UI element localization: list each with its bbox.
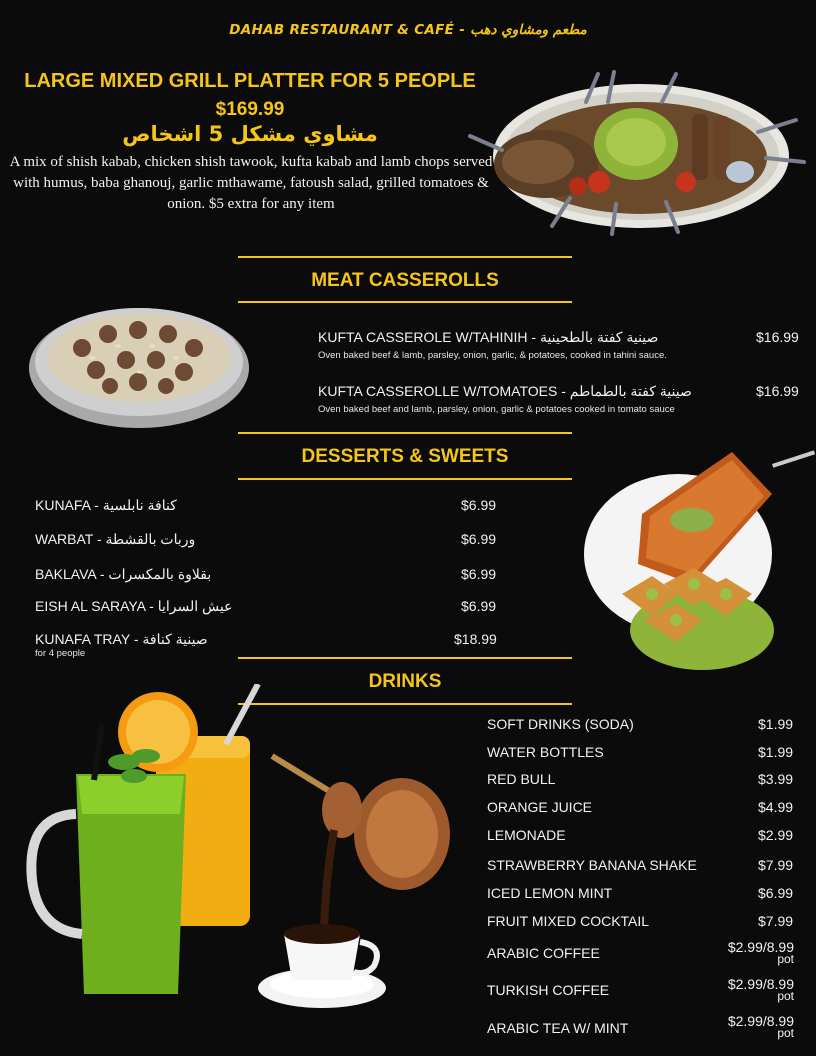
meat-section-title: MEAT CASSEROLLS	[311, 270, 499, 291]
dessert-item-name: WARBAT - وربات بالقشطة	[35, 531, 196, 547]
desserts-section-top-rule	[238, 432, 572, 434]
drink-item-price: $6.99	[758, 885, 794, 901]
meat-item-price: $16.99	[756, 383, 799, 399]
mixed-grill-platter-image	[466, 66, 816, 238]
dessert-item-name: KUNAFA - كنافة نابلسية	[35, 497, 177, 513]
drink-item-name: ARABIC TEA W/ MINT	[487, 1020, 629, 1036]
dessert-item-name: KUNAFA TRAY - صينية كنافة	[35, 631, 208, 647]
dessert-item-price: $6.99	[461, 598, 497, 614]
drink-item-price: $2.99	[758, 827, 794, 843]
kufta-casserole-image	[26, 298, 252, 432]
drink-item-price: $7.99	[758, 857, 794, 873]
dessert-item-price: $6.99	[461, 531, 497, 547]
platter-description: A mix of shish kabab, chicken shish tawook, kufta kabab and lamb chops served with humus, baba ghanouj, garlic mthawame, fatoush salad, grilled tomatoes & onion. $5 extra for any item	[9, 154, 493, 212]
drink-item-price: $3.99	[758, 771, 794, 787]
drink-item-name: LEMONADE	[487, 827, 566, 843]
drink-item-name: ICED LEMON MINT	[487, 885, 613, 901]
meat-section-top-rule	[238, 256, 572, 258]
platter-arabic-name: مشاوي مشكل 5 اشخاص	[122, 122, 378, 146]
pot-price-unit: pot	[777, 952, 794, 966]
meat-item-name: KUFTA CASSEROLE W/TAHINIH - صينية كفتة بالطحينية	[318, 329, 659, 345]
dessert-item-name: BAKLAVA - بقلاوة بالمكسرات	[35, 566, 212, 582]
pot-price-unit: pot	[777, 989, 794, 1003]
dessert-item-price: $18.99	[454, 631, 497, 647]
drink-item-price: $4.99	[758, 799, 794, 815]
platter-name: LARGE MIXED GRILL PLATTER FOR 5 PEOPLE	[24, 70, 476, 92]
dessert-item-name: EISH AL SARAYA - عيش السرايا	[35, 598, 233, 614]
dessert-item-note: for 4 people	[35, 648, 86, 659]
drink-item-price: $1.99	[758, 744, 794, 760]
meat-item-name: KUFTA CASSEROLLE W/TOMATOES - صينية كفتة بالطماطم	[318, 383, 692, 399]
drink-item-name: TURKISH COFFEE	[487, 982, 610, 998]
pot-price-value: $2.99/8.99	[727, 939, 794, 955]
drinks-section-title: DRINKS	[368, 671, 442, 692]
dessert-item-price: $6.99	[461, 497, 497, 513]
platter-price: $169.99	[215, 99, 285, 120]
drink-item-price: $1.99	[758, 716, 794, 732]
drink-item-name: RED BULL	[487, 771, 556, 787]
desserts-section-title: DESSERTS & SWEETS	[301, 446, 509, 467]
drink-item-price	[724, 978, 794, 1001]
desserts-section-bottom-rule	[238, 478, 572, 480]
kunafa-baklava-image	[582, 444, 816, 680]
drinks-image	[26, 684, 456, 1028]
meat-item-description: Oven baked beef & lamb, parsley, onion, garlic, & potatoes, cooked in tahini sauce.	[318, 350, 667, 361]
drink-item-price	[724, 1015, 794, 1038]
meat-item-description: Oven baked beef and lamb, parsley, onion, garlic & potatoes cooked in tomato sauce	[318, 404, 675, 415]
drink-item-name: STRAWBERRY BANANA SHAKE	[487, 857, 697, 873]
drinks-section-top-rule	[238, 657, 572, 659]
pot-price-value: $2.99/8.99	[727, 976, 794, 992]
drink-item-price: $7.99	[758, 913, 794, 929]
drink-item-name: SOFT DRINKS (SODA)	[487, 716, 634, 732]
meat-item-price: $16.99	[756, 329, 799, 345]
dessert-item-price: $6.99	[461, 566, 497, 582]
restaurant-title: DAHAB RESTAURANT & CAFÉ - مطعم ومشاوي دهب	[229, 22, 587, 38]
drink-item-name: ORANGE JUICE	[487, 799, 593, 815]
pot-price-value: $2.99/8.99	[727, 1013, 794, 1029]
drink-item-price	[724, 941, 794, 964]
drink-item-name: FRUIT MIXED COCKTAIL	[487, 913, 650, 929]
drink-item-name: WATER BOTTLES	[487, 744, 604, 760]
pot-price-unit: pot	[777, 1026, 794, 1040]
meat-section-bottom-rule	[238, 301, 572, 303]
drink-item-name: ARABIC COFFEE	[487, 945, 600, 961]
